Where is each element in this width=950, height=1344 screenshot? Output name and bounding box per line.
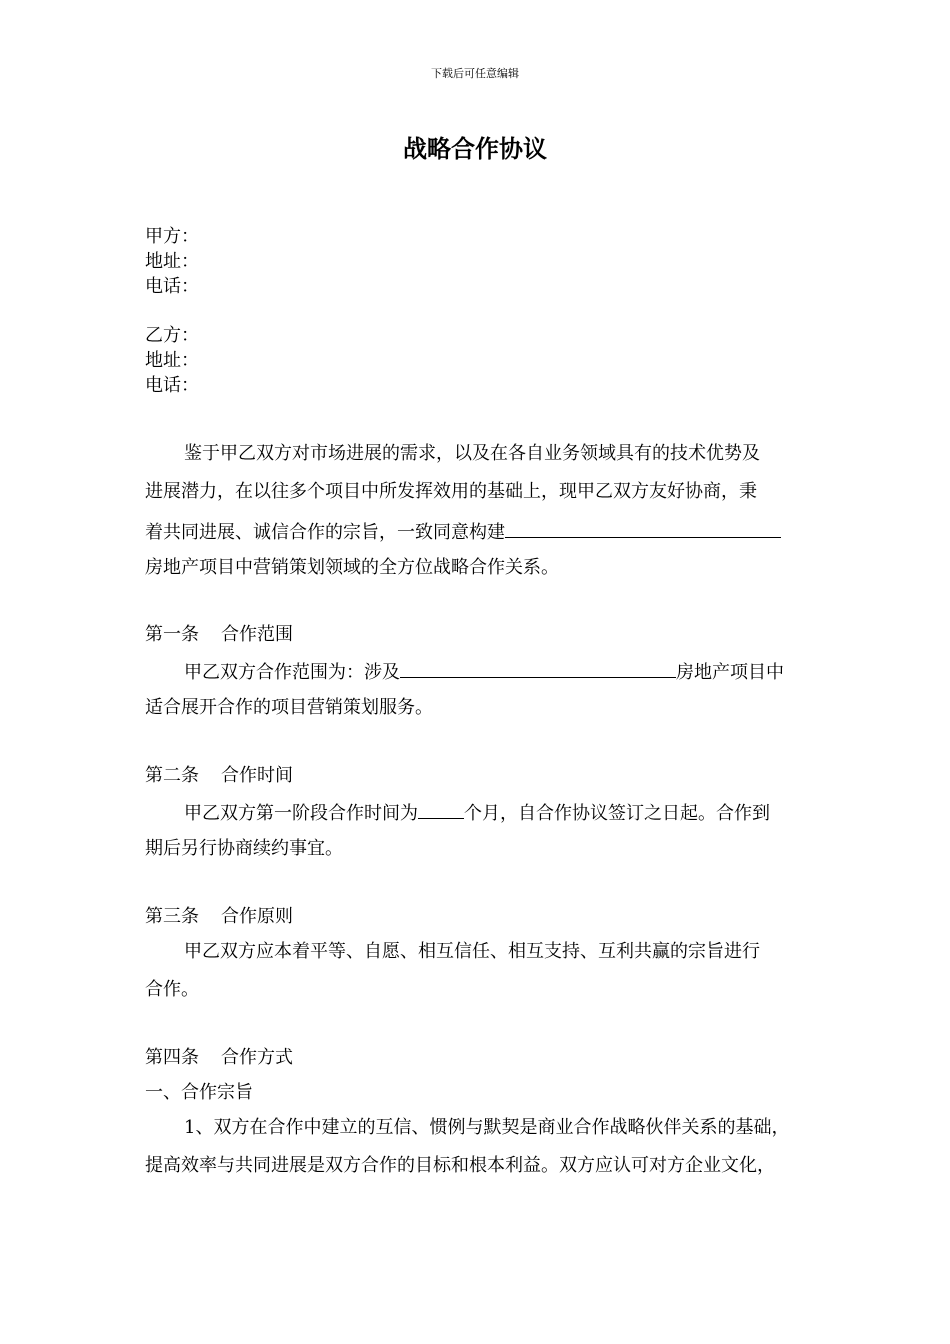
- party-a-address-label: 地址：: [145, 251, 199, 272]
- article-1-line-1: [184, 658, 784, 685]
- document-title: 战略合作协议: [403, 134, 547, 163]
- article-2-heading: [145, 764, 293, 788]
- preamble-line-3-text: 着共同进展、诚信合作的宗旨，一致同意构建: [145, 522, 505, 543]
- scope-project-blank: [400, 658, 676, 678]
- article-2-text-b: 个月，自合作协议签订之日起。合作到: [464, 803, 770, 824]
- article-3-title: 合作原则: [221, 906, 293, 927]
- article-1-line-2: 适合展开合作的项目营销策划服务。: [145, 697, 433, 718]
- article-2-text-a: 甲乙双方第一阶段合作时间为: [184, 803, 418, 824]
- party-b-phone-label: 电话：: [145, 375, 199, 396]
- party-a-phone-label: 电话：: [145, 276, 199, 297]
- article-3-line-2: 合作。: [145, 979, 199, 1000]
- preamble-line-2: 进展潜力，在以往多个项目中所发挥效用的基础上，现甲乙双方友好协商，秉: [145, 481, 757, 502]
- article-2-title: 合作时间: [221, 765, 293, 786]
- article-4-subheading: 一、合作宗旨: [145, 1082, 253, 1103]
- article-1-number: 第一条: [145, 624, 199, 645]
- article-1-title: 合作范围: [221, 624, 293, 645]
- article-2-number: 第二条: [145, 765, 199, 786]
- article-4-heading: [145, 1046, 293, 1070]
- preamble-line-3: [145, 518, 781, 545]
- preamble-line-4: 房地产项目中营销策划领域的全方位战略合作关系。: [145, 557, 559, 578]
- article-1-text-a: 甲乙双方合作范围为：涉及: [184, 662, 400, 683]
- party-b-address-label: 地址：: [145, 350, 199, 371]
- article-4-item-1-line-1: 1、双方在合作中建立的互信、惯例与默契是商业合作战略伙伴关系的基础，: [184, 1117, 790, 1138]
- article-1-text-b: 房地产项目中: [676, 662, 784, 683]
- months-blank: [418, 799, 464, 819]
- article-3-heading: [145, 905, 293, 929]
- party-b-name-label: 乙方：: [145, 325, 199, 346]
- header-note: 下载后可任意编辑: [431, 67, 519, 80]
- article-4-title: 合作方式: [221, 1047, 293, 1068]
- article-4-item-1-line-2: 提高效率与共同进展是双方合作的目标和根本利益。双方应认可对方企业文化，: [145, 1155, 775, 1176]
- article-2-line-1: [184, 799, 770, 826]
- article-4-number: 第四条: [145, 1047, 199, 1068]
- party-a-name-label: 甲方：: [145, 226, 199, 247]
- article-3-number: 第三条: [145, 906, 199, 927]
- article-1-heading: [145, 623, 293, 647]
- preamble-line-1: 鉴于甲乙双方对市场进展的需求，以及在各自业务领域具有的技术优势及: [184, 443, 760, 464]
- project-name-blank: [505, 518, 781, 538]
- article-2-line-2: 期后另行协商续约事宜。: [145, 838, 343, 859]
- article-3-line-1: 甲乙双方应本着平等、自愿、相互信任、相互支持、互利共赢的宗旨进行: [184, 941, 760, 962]
